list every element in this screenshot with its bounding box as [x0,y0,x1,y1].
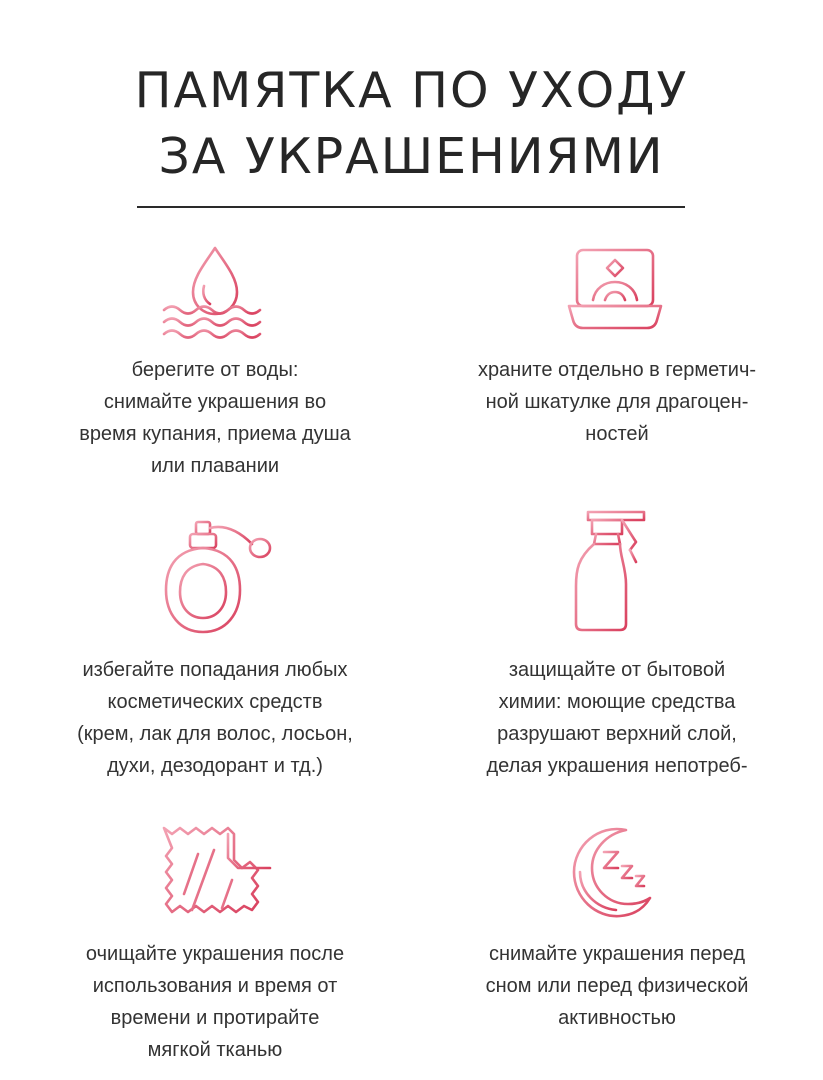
page-title [0,58,823,190]
caption-storage: храните отдельно в герметич- ной шкатулке для драгоцен- ностей [477,359,757,445]
title-line-1: ПАМЯТКА ПО УХОДУ [134,62,689,119]
caption-chemicals: защищайте от бытовой химии: моющие средства разрушают верхний слой, делая украшения непотреб- [486,659,748,777]
cleaning-cloth-icon [158,822,278,922]
title-line-2: ЗА УКРАШЕНИЯМИ [158,128,665,185]
caption-cosmetics: избегайте попадания любых косметических средств (крем, лак для волос, лосьон, духи, дезодорант и тд.) [77,659,353,777]
moon-sleep-icon [568,822,658,922]
caption-sleep: снимайте украшения перед сном или перед физической активностью [485,943,749,1029]
jewelry-box-icon [565,246,665,336]
caption-cleaning: очищайте украшения после использования и время от времени и протирайте мягкой тканью [85,943,345,1061]
title-divider [137,206,685,208]
spray-bottle-icon [570,508,650,633]
perfume-bottle-icon [160,518,275,638]
water-drop-icon [160,244,270,339]
caption-water: берегите от воды: снимайте украшения во время купания, приема душа или плавании [79,359,351,477]
